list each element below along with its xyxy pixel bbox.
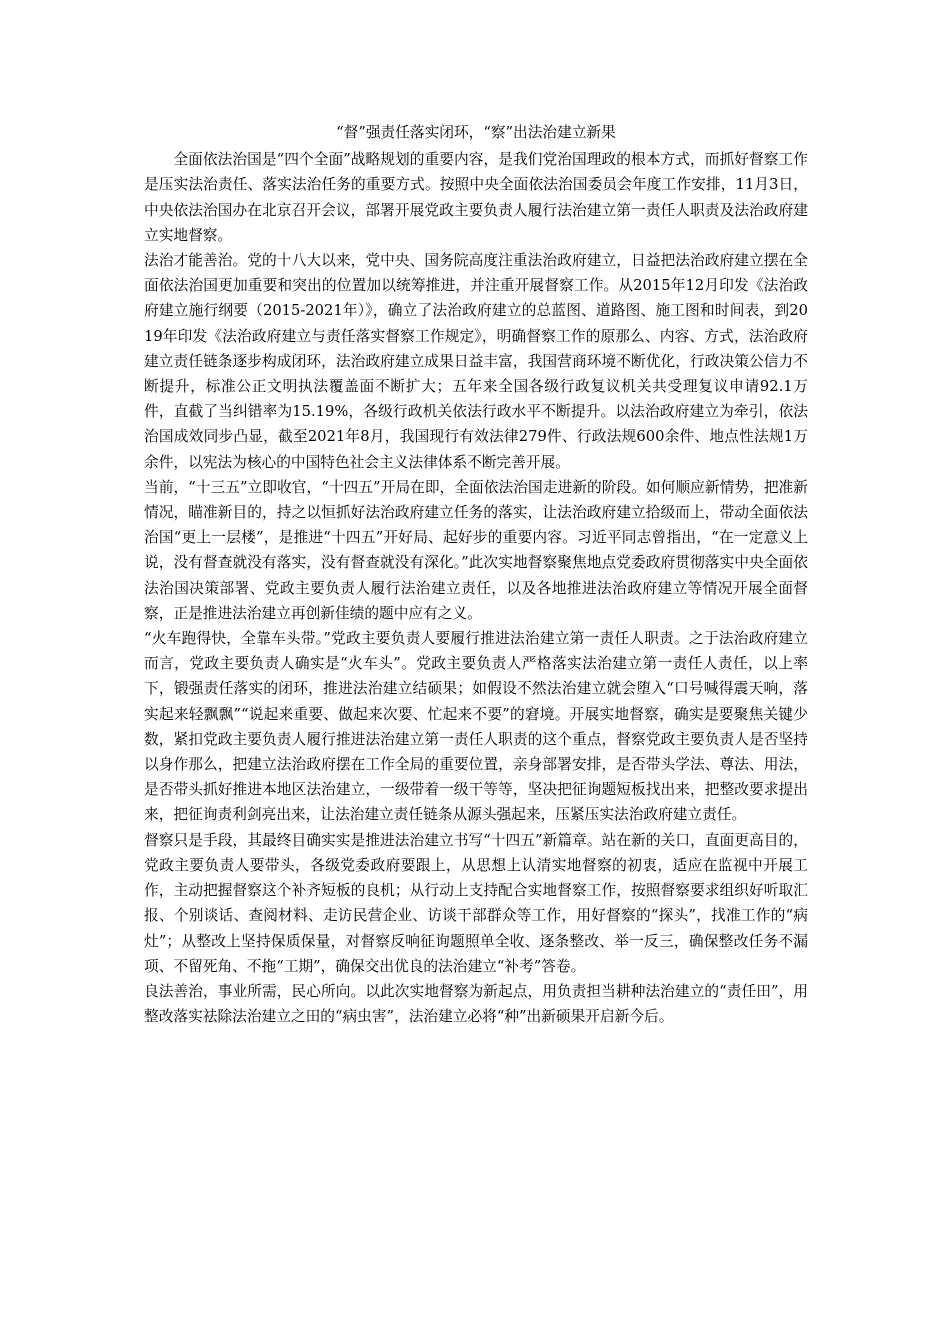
document-title: “督”强责任落实闭环，“察”出法治建立新果 bbox=[336, 124, 616, 141]
paragraph-current-situation: 当前，“十三五”立即收官，“十四五”开局在即，全面依法治国走进新的阶段。如何顺应新情势，把准新情况，瞄准新目的，持之以恒抓好法治政府建立任务的落实，让法治政府建立拾级而上，带动全面依法治国“更上一层楼”，是推进“十四五”开好局、起好步的重要内容。习近平同志曾指出，“在一定意义上说，没有督查就没有落实，没有督查就没有深化。”此次实地督察聚焦地点党委政府贯彻落实中央全面依法治国决策部署、党政主要负责人履行法治建立责任，以及各地推进法治政府建立等情况开展全面督察，正是推进法治建立再创新佳绩的题中应有之义。 bbox=[144, 478, 808, 622]
document-page bbox=[144, 120, 808, 1029]
paragraph-intro: 全面依法治国是“四个全面”战略规划的重要内容，是我们党治国理政的根本方式，而抓好督察工作是压实法治责任、落实法治任务的重要方式。按照中央全面依法治国委员会年度工作安排，11月3日，中央依法治国办在北京召开会议，部署开展党政主要负责人履行法治建立第一责任人职责及法治政府建立实地督察。 bbox=[144, 151, 808, 244]
paragraph-leadership-responsibility: “火车跑得快，全靠车头带。”党政主要负责人要履行推进法治建立第一责任人职责。之于法治政府建立而言，党政主要负责人确实是“火车头”。党政主要负责人严格落实法治建立第一责任人责任，以上率下，锻强责任落实的闭环，推进法治建立结硕果；如假设不然法治建立就会堕入“口号喊得震天响，落实起来轻飘飘”“说起来重要、做起来次要、忙起来不要”的窘境。开展实地督察，确实是要聚焦关键少数，紧扣党政主要负责人履行推进法治建立第一责任人职责的这个重点，督察党政主要负责人是否坚持以身作那么，把建立法治政府摆在工作全局的重要位置，亲身部署安排，是否带头学法、尊法、用法，是否带头抓好推进本地区法治建立，一级带着一级干等等，坚决把征询题短板找出来，把整改要求提出来，把征询责利剑亮出来，让法治建立责任链条从源头强起来，压紧压实法治政府建立责任。 bbox=[144, 630, 808, 824]
paragraph-conclusion: 良法善治，事业所需，民心所向。以此次实地督察为新起点，用负责担当耕种法治建立的“责任田”，用整改落实祛除法治建立之田的“病虫害”，法治建立必将“种”出新硕果开启新今后。 bbox=[144, 982, 808, 1026]
paragraph-rule-of-law: 法治才能善治。党的十八大以来，党中央、国务院高度注重法治政府建立，日益把法治政府建立摆在全面依法治国更加重要和突出的位置加以统筹推进，并注重开展督察工作。从2015年12月印发《法治政府建立施行纲要（2015-2021年）》，确立了法治政府建立的总蓝图、道路图、施工图和时间表，到2019年印发《法治政府建立与责任落实督察工作规定》，明确督察工作的原那么、内容、方式，法治政府建立责任链条逐步构成闭环，法治政府建立成果日益丰富，我国营商环境不断优化，行政决策公信力不断提升，标准公正文明执法覆盖面不断扩大；五年来全国各级行政复议机关共受理复议申请92.1万件，直截了当纠错率为15.19%，各级行政机关依法行政水平不断提升。以法治政府建立为牵引，依法治国成效同步凸显，截至2021年8月，我国现行有效法律279件、行政法规600余件、地点性法规1万余件，以宪法为核心的中国特色社会主义法律体系不断完善开展。 bbox=[144, 252, 808, 471]
paragraph-inspection-purpose: 督察只是手段，其最终目确实实是推进法治建立书写“十四五”新篇章。站在新的关口，直面更高目的，党政主要负责人要带头，各级党委政府要跟上，从思想上认清实地督察的初衷，适应在监视中开展工作，主动把握督察这个补齐短板的良机；从行动上支持配合实地督察工作，按照督察要求组织好听取汇报、个别谈话、查阅材料、走访民营企业、访谈干部群众等工作，用好督察的“探头”，找准工作的“病灶”；从整改上坚持保质保量，对督察反响征询题照单全收、逐条整改、举一反三，确保整改任务不漏项、不留死角、不拖“工期”，确保交出优良的法治建立“补考”答卷。 bbox=[144, 831, 808, 975]
